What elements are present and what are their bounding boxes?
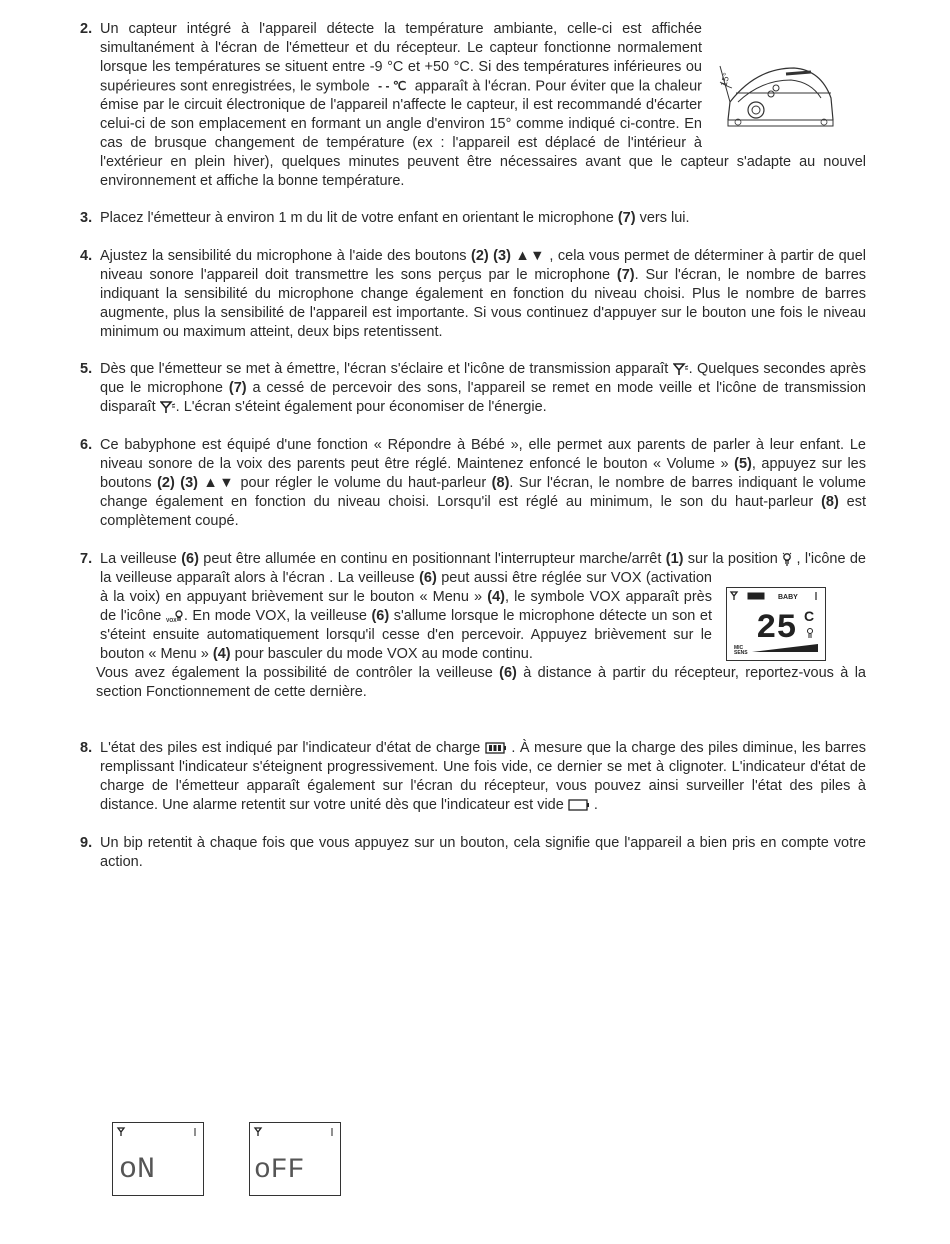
item-text: , cela vous permet de déterminer à partir de quel niveau sonore l'appareil doit transmettre les sons perçus par le microphone: [100, 248, 867, 283]
item-text: , l'icône de la veilleuse apparaît alors à l'écran: [100, 551, 866, 586]
ref-number: (4): [487, 589, 505, 605]
ref-number: (6): [181, 551, 199, 567]
item-text: Ajustez la sensibilité du microphone à l'aide des boutons: [100, 248, 471, 264]
item-text: à distance à partir du récepteur, reportez-vous à la section Fonctionnement de cette dernière.: [96, 665, 866, 700]
item-number: 4.: [80, 248, 93, 264]
item-text: Dès que l'émetteur se met à émettre, l'écran s'éclaire et l'icône de transmission apparaît: [100, 361, 673, 377]
nightlight-icon: [782, 552, 792, 566]
item-2: [80, 20, 866, 191]
item-text: La veilleuse: [100, 551, 182, 567]
item-7: [80, 550, 866, 702]
item-text: . L'écran s'éteint également pour économiser de l'énergie.: [175, 399, 547, 415]
lcd-unit: C: [804, 608, 815, 624]
item-text: Ce babyphone est équipé d'une fonction « Répondre à Bébé », elle permet aux parents de parler à leur enfant. Le niveau sonore de la voix des parents peut être réglé. Maintenez enfoncé le bouton « Volume »: [100, 437, 866, 472]
item-text: , le symbole VOX apparaît près de l'icône: [100, 589, 712, 624]
ref-number: (7): [617, 210, 636, 226]
item-text: . Sur l'écran, le nombre de barres indiquant la sensibilité du microphone change également en fonction du niveau choisi. Plus le nombre de barres augmente, plus la sensibilité de l'appareil est importante. Si vous continuez d'appuyer sur le bouton une fois le niveau minimum ou maximum atteint, deux bips retentissent.: [100, 267, 867, 340]
vox-nightlight-icon: [166, 609, 184, 623]
lcd-sens-label: SENS: [734, 650, 748, 656]
lcd-on-text: oN: [119, 1153, 156, 1187]
ref-number: (4): [212, 646, 231, 662]
sensor-angle-figure: [716, 58, 836, 138]
battery-full-icon: [485, 742, 507, 754]
lcd-off-text: oFF: [254, 1155, 305, 1186]
transmission-icon: [673, 363, 689, 376]
item-text: sur la position: [683, 551, 783, 567]
item-text: L'état des piles est indiqué par l'indicateur d'état de charge: [100, 740, 485, 756]
lcd-temperature: 25: [756, 610, 797, 648]
lcd-baby-label: BABY: [778, 594, 798, 601]
item-number: 3.: [80, 210, 93, 226]
item-number: 8.: [80, 740, 93, 756]
item-text: peut être allumée en continu en positionnant l'interrupteur marche/arrêt: [198, 551, 666, 567]
item-text: .: [589, 797, 598, 813]
item-number: 9.: [80, 835, 93, 851]
item-text: . À mesure que la charge des piles diminue, les barres remplissant l'indicateur s'éteignent progressivement. Une fois vide, ce dernier se met à clignoter. L'indicateur d'état de charge de l'émetteur apparaît également sur l'écran du récepteur, vous pouvez ainsi surveiller l'état des piles à distance. Une alarme retentit sur votre unité dès que l'indicateur est vide: [100, 740, 866, 813]
lcd-on-display: [112, 1122, 204, 1196]
temperature-out-of-range-icon: - - ℃: [378, 79, 407, 93]
item-text: Un capteur intégré à l'appareil détecte la température ambiante, celle-ci est affichée simultanément à l'écran de l'émetteur et du récepteur. Le capteur fonctionne normalement lorsque les températures se situent entre -9 °C et +50 °C. Si des températures inférieures ou supérieures sont enregistrées, le symbole: [100, 21, 702, 95]
lcd-on-graphic: [113, 1123, 203, 1195]
ref-number: (7): [616, 267, 635, 283]
item-9: [80, 834, 866, 872]
ref-number: (2) (3) ▲▼: [471, 248, 545, 264]
transmission-icon: [160, 401, 176, 414]
item-text: a cessé de percevoir des sons, l'appareil se remet en mode veille et l'icône de transmission disparaît: [100, 380, 866, 415]
lcd-mic-label: MIC: [734, 645, 744, 651]
item-number: 6.: [80, 437, 93, 453]
ref-number: (8): [491, 475, 510, 491]
item-text: peut aussi être réglée sur VOX (activation à la voix) en appuyant brièvement sur le bouton « Menu »: [100, 570, 712, 605]
item-text: est complètement coupé.: [100, 494, 867, 529]
ref-number: (1): [665, 551, 684, 567]
item-text: pour régler le volume du haut-parleur: [235, 475, 492, 491]
item-text: , appuyez sur les boutons: [100, 456, 866, 491]
ref-number: (6): [499, 665, 517, 681]
svg-text:VOX: VOX: [165, 618, 177, 624]
ref-number: (7): [228, 380, 247, 396]
ref-number: (8): [821, 494, 839, 510]
item-number: 5.: [80, 361, 93, 377]
item-5: [80, 360, 866, 417]
item-6: [80, 436, 866, 531]
item-text: . Quelques secondes après que le microphone: [100, 361, 866, 396]
item-number: 2.: [80, 21, 93, 37]
item-text: vers lui.: [635, 210, 690, 226]
item-text: . La veilleuse: [329, 570, 420, 586]
item-text: Un bip retentit à chaque fois que vous appuyez sur un bouton, cela signifie que l'appareil a bien pris en compte votre action.: [100, 835, 866, 870]
ref-number: (6): [371, 608, 390, 624]
lcd-off-display: [249, 1122, 341, 1196]
item-8: [80, 739, 866, 815]
item-7-note: [96, 664, 866, 702]
item-text: Placez l'émetteur à environ 1 m du lit de votre enfant en orientant le microphone: [100, 210, 618, 226]
item-number: 7.: [80, 551, 93, 567]
ref-number: (2) (3) ▲▼: [157, 475, 235, 491]
battery-empty-icon: [568, 799, 590, 811]
item-3: [80, 209, 866, 228]
item-text: pour basculer du mode VOX au mode continu.: [230, 646, 533, 662]
ref-number: (5): [734, 456, 752, 472]
item-text: apparaît à l'écran. Pour éviter que la chaleur émise par le circuit électronique de l'appareil n'affecte le capteur, il est recommandé d'écarter celui-ci de son emplacement en formant un angle d'environ 15° comme indiqué ci-contre. En cas de brusque changement de température (ex : l'appareil est déplacé de l'intérieur à l'extérieur en plein hiver), quelques minutes peuvent être nécessaires avant que le capteur s'adapte au nouvel environnement et affiche la bonne température.: [100, 78, 866, 190]
item-text: s'allume lorsque le microphone détecte un son et s'éteint ensuite automatiquement lorsqu'il cesse d'en percevoir. Appuyez brièvement sur le bouton « Menu »: [100, 608, 712, 662]
ref-number: (6): [419, 570, 437, 586]
item-4: [80, 247, 866, 342]
item-text: . Sur l'écran, le nombre de barres indiquant le volume change également en fonction du niveau choisi. Lorsqu'il est réglé au minimum, le son du haut-parleur: [100, 475, 866, 510]
item-text: . En mode VOX, la veilleuse: [183, 608, 372, 624]
angle-label: 15°: [718, 71, 732, 88]
lcd-off-graphic: [250, 1123, 340, 1195]
item-text: Vous avez également la possibilité de contrôler la veilleuse: [96, 665, 500, 681]
transmitter-lcd-figure: [726, 587, 826, 661]
